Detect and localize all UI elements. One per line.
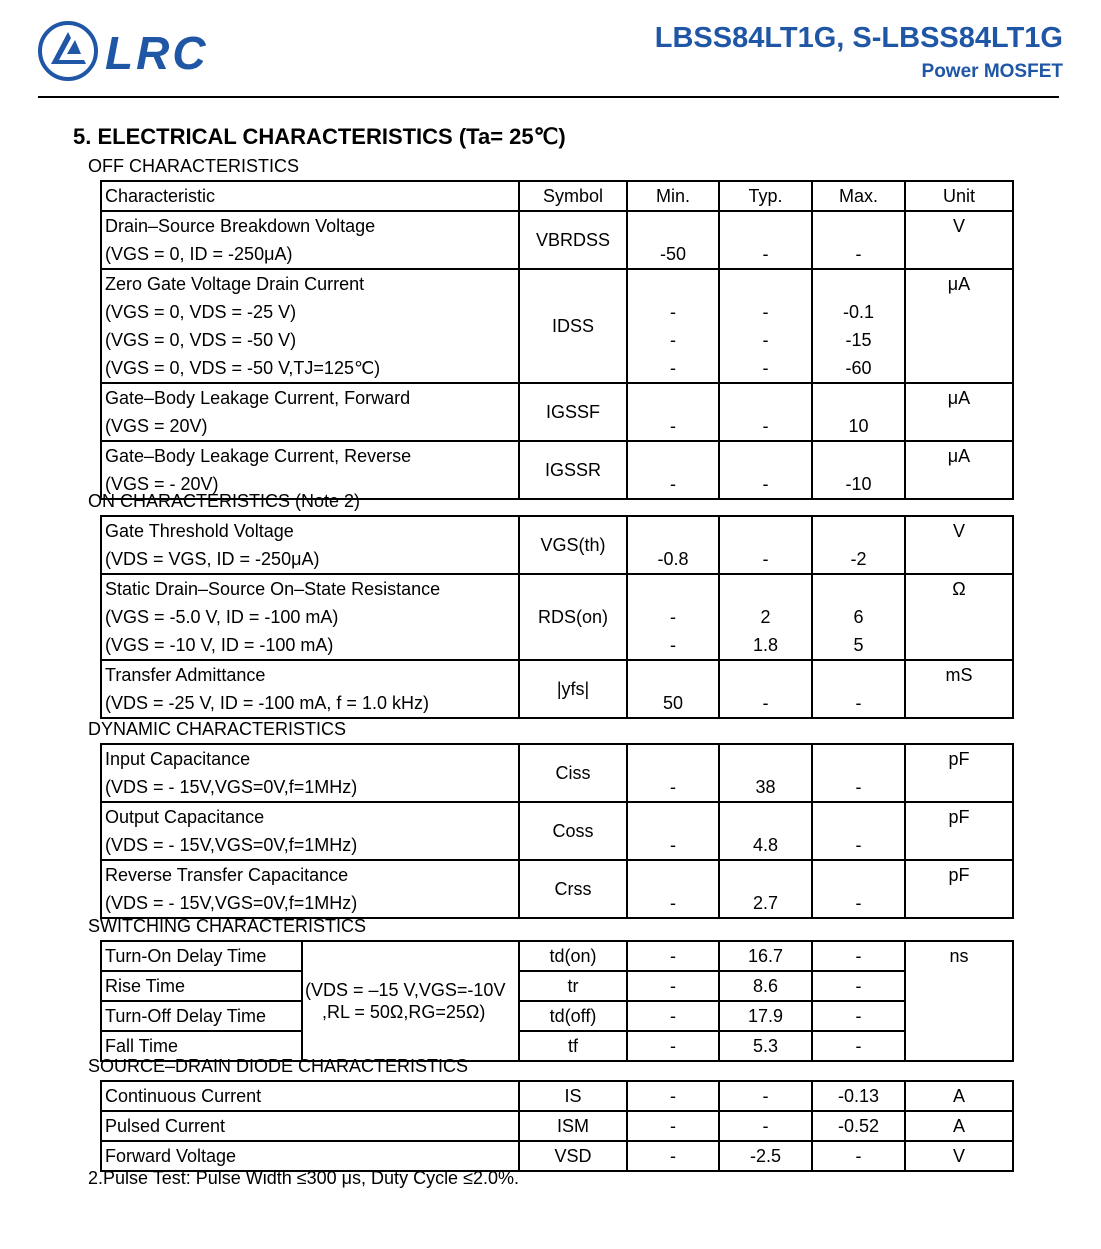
symbol-cell: VSD: [519, 1141, 627, 1171]
max-cell: -: [812, 941, 905, 971]
lrc-emblem-icon: [37, 20, 99, 82]
typ-cell: [719, 269, 812, 383]
characteristic-line: (VGS = -5.0 V, ID = -100 mA): [105, 607, 339, 627]
characteristic-cell: Continuous Current: [101, 1081, 519, 1111]
characteristic-cell: [101, 516, 519, 574]
on-characteristics-table: [100, 515, 1014, 719]
characteristic-cell: [101, 802, 519, 860]
characteristic-line: Zero Gate Voltage Drain Current: [105, 274, 365, 294]
unit-cell: A: [905, 1111, 1013, 1141]
table-row: [101, 860, 1013, 918]
typ-cell: [719, 441, 812, 499]
unit-cell: ns: [905, 941, 1013, 1061]
unit-cell: μA: [905, 383, 1013, 441]
min-cell: -: [627, 1081, 719, 1111]
characteristic-cell: [101, 660, 519, 718]
typ-cell: -: [719, 1081, 812, 1111]
symbol-cell: tf: [519, 1031, 627, 1061]
min-cell: [627, 211, 719, 269]
symbol-cell: IDSS: [519, 269, 627, 383]
unit-cell: Ω: [905, 574, 1013, 660]
characteristic-line: (VGS = 20V): [105, 416, 208, 436]
typ-cell: [719, 211, 812, 269]
symbol-cell: Crss: [519, 860, 627, 918]
table-row: [101, 516, 1013, 574]
max-value: 5: [853, 635, 864, 655]
min-value: -: [670, 777, 676, 797]
min-cell: [627, 441, 719, 499]
symbol-cell: VGS(th): [519, 516, 627, 574]
dynamic-characteristics-table: [100, 743, 1014, 919]
min-value: -: [670, 302, 676, 322]
table-row: [101, 660, 1013, 718]
typ-cell: -: [719, 1111, 812, 1141]
typ-value: -: [762, 549, 769, 569]
max-value: -10: [845, 474, 872, 494]
min-cell: -: [627, 1031, 719, 1061]
max-value: -2: [850, 549, 867, 569]
switching-characteristics-table: [100, 940, 1014, 1062]
footnote: 2.Pulse Test: Pulse Width ≤300 μs, Duty Cycle ≤2.0%.: [88, 1168, 519, 1188]
characteristic-cell: Forward Voltage: [101, 1141, 519, 1171]
max-cell: [812, 802, 905, 860]
col-symbol: Symbol: [519, 181, 627, 211]
characteristic-line: Static Drain–Source On–State Resistance: [105, 579, 441, 599]
min-cell: [627, 860, 719, 918]
typ-cell: [719, 574, 812, 660]
typ-cell: [719, 744, 812, 802]
unit-cell: pF: [905, 860, 1013, 918]
symbol-cell: VBRDSS: [519, 211, 627, 269]
unit-cell: V: [905, 516, 1013, 574]
typ-cell: 5.3: [719, 1031, 812, 1061]
min-cell: -: [627, 1001, 719, 1031]
max-value: -: [855, 777, 862, 797]
table-row: [101, 574, 1013, 660]
col-min: Min.: [627, 181, 719, 211]
typ-cell: [719, 660, 812, 718]
symbol-cell: IGSSR: [519, 441, 627, 499]
max-cell: [812, 269, 905, 383]
col-characteristic: Characteristic: [101, 181, 519, 211]
symbol-cell: RDS(on): [519, 574, 627, 660]
typ-value: -: [762, 244, 769, 264]
test-condition-line: (VDS = –15 V,VGS=-10V: [305, 980, 506, 1000]
max-value: -: [855, 244, 862, 264]
typ-value: 2: [760, 607, 771, 627]
max-value: -0.1: [842, 302, 875, 322]
switching-characteristics-title: SWITCHING CHARACTERISTICS: [88, 916, 367, 936]
typ-cell: [719, 802, 812, 860]
max-cell: [812, 211, 905, 269]
max-cell: -0.52: [812, 1111, 905, 1141]
typ-value: -: [762, 474, 769, 494]
max-value: -: [855, 693, 862, 713]
min-cell: [627, 516, 719, 574]
table-row: [101, 1111, 1013, 1141]
diode-characteristics-table: [100, 1080, 1014, 1172]
characteristic-line: (VDS = - 15V,VGS=0V,f=1MHz): [105, 777, 358, 797]
characteristic-line: Gate Threshold Voltage: [105, 521, 294, 541]
min-value: -: [670, 474, 676, 494]
characteristic-cell: Pulsed Current: [101, 1111, 519, 1141]
unit-cell: pF: [905, 802, 1013, 860]
typ-cell: [719, 860, 812, 918]
symbol-cell: ISM: [519, 1111, 627, 1141]
min-value: -: [670, 358, 676, 378]
on-characteristics-title: ON CHARACTERISTICS (Note 2): [88, 491, 361, 511]
characteristic-line: (VGS = - 20V): [105, 474, 219, 494]
test-condition-line: ,RL = 50Ω,RG=25Ω): [322, 1002, 486, 1022]
characteristic-line: Input Capacitance: [105, 749, 251, 769]
symbol-cell: IS: [519, 1081, 627, 1111]
table-row: [101, 744, 1013, 802]
max-cell: [812, 574, 905, 660]
typ-value: 4.8: [752, 835, 779, 855]
characteristic-cell: [101, 744, 519, 802]
device-type: Power MOSFET: [921, 61, 1063, 82]
symbol-cell: |yfs|: [519, 660, 627, 718]
logo-text: LRC: [105, 27, 209, 79]
characteristic-line: (VGS = 0, VDS = -25 V): [105, 302, 297, 322]
min-cell: -: [627, 971, 719, 1001]
symbol-cell: tr: [519, 971, 627, 1001]
part-numbers: LBSS84LT1G, S-LBSS84LT1G: [654, 22, 1063, 54]
col-unit: Unit: [905, 181, 1013, 211]
typ-cell: -2.5: [719, 1141, 812, 1171]
max-cell: [812, 860, 905, 918]
unit-cell: V: [905, 211, 1013, 269]
characteristic-line: Gate–Body Leakage Current, Reverse: [105, 446, 412, 466]
min-value: -0.8: [657, 549, 689, 569]
table-row: [101, 383, 1013, 441]
table-row: [101, 269, 1013, 383]
symbol-cell: Ciss: [519, 744, 627, 802]
characteristic-cell: [101, 269, 519, 383]
min-cell: -: [627, 1141, 719, 1171]
unit-cell: μA: [905, 441, 1013, 499]
max-cell: [812, 516, 905, 574]
min-cell: -: [627, 1111, 719, 1141]
typ-value: 2.7: [752, 893, 779, 913]
max-value: 10: [848, 416, 869, 436]
min-value: -: [670, 416, 676, 436]
diode-characteristics-title: SOURCE–DRAIN DIODE CHARACTERISTICS: [88, 1056, 469, 1076]
unit-cell: mS: [905, 660, 1013, 718]
characteristic-cell: Turn-Off Delay Time: [101, 1001, 302, 1031]
max-cell: [812, 744, 905, 802]
min-cell: -: [627, 941, 719, 971]
min-cell: [627, 269, 719, 383]
characteristic-cell: Fall Time: [101, 1031, 302, 1061]
characteristic-line: (VDS = - 15V,VGS=0V,f=1MHz): [105, 893, 358, 913]
characteristic-cell: [101, 383, 519, 441]
table-row: [101, 1141, 1013, 1171]
min-value: 50: [662, 693, 684, 713]
min-value: -: [670, 893, 676, 913]
min-value: -: [670, 835, 676, 855]
max-cell: -0.13: [812, 1081, 905, 1111]
typ-value: -: [762, 302, 769, 322]
typ-cell: 8.6: [719, 971, 812, 1001]
min-value: -50: [659, 244, 686, 264]
min-cell: [627, 660, 719, 718]
characteristic-cell: [101, 860, 519, 918]
typ-value: -: [762, 330, 769, 350]
characteristic-line: Transfer Admittance: [105, 665, 266, 685]
dynamic-characteristics-title: DYNAMIC CHARACTERISTICS: [88, 719, 347, 739]
typ-cell: [719, 516, 812, 574]
typ-value: 38: [755, 777, 776, 797]
col-max: Max.: [812, 181, 905, 211]
col-typ: Typ.: [719, 181, 812, 211]
min-value: -: [670, 607, 676, 627]
max-value: -60: [845, 358, 872, 378]
symbol-cell: td(off): [519, 1001, 627, 1031]
min-cell: [627, 802, 719, 860]
table-row: [101, 1001, 1013, 1031]
max-cell: [812, 660, 905, 718]
typ-cell: 16.7: [719, 941, 812, 971]
max-cell: -: [812, 971, 905, 1001]
characteristic-line: (VGS = 0, VDS = -50 V,TJ=125℃): [105, 358, 381, 378]
characteristic-line: Output Capacitance: [105, 807, 265, 827]
min-value: -: [670, 330, 676, 350]
max-value: 6: [853, 607, 864, 627]
max-value: -15: [845, 330, 872, 350]
company-logo: [37, 20, 237, 86]
table-row: [101, 971, 1013, 1001]
typ-value: -: [762, 416, 769, 436]
table-row: [101, 802, 1013, 860]
symbol-cell: IGSSF: [519, 383, 627, 441]
off-characteristics-title: OFF CHARACTERISTICS: [88, 156, 300, 176]
symbol-cell: Coss: [519, 802, 627, 860]
max-cell: -: [812, 1031, 905, 1061]
table-row: [101, 941, 1013, 971]
unit-cell: pF: [905, 744, 1013, 802]
typ-value: -: [762, 693, 769, 713]
characteristic-line: (VDS = -25 V, ID = -100 mA, f = 1.0 kHz): [105, 693, 429, 713]
min-value: -: [670, 635, 676, 655]
table-header-row: [101, 181, 1013, 211]
characteristic-line: (VDS = - 15V,VGS=0V,f=1MHz): [105, 835, 358, 855]
characteristic-line: Reverse Transfer Capacitance: [105, 865, 349, 885]
max-value: -: [855, 835, 862, 855]
header-divider: [38, 96, 1059, 98]
typ-cell: 17.9: [719, 1001, 812, 1031]
characteristic-cell: Rise Time: [101, 971, 302, 1001]
max-cell: [812, 383, 905, 441]
min-cell: [627, 744, 719, 802]
min-cell: [627, 574, 719, 660]
characteristic-line: Drain–Source Breakdown Voltage: [105, 216, 376, 236]
characteristic-line: Gate–Body Leakage Current, Forward: [105, 388, 411, 408]
characteristic-line: (VGS = 0, ID = -250μA): [105, 244, 293, 264]
characteristic-cell: Turn-On Delay Time: [101, 941, 302, 971]
section-title: 5. ELECTRICAL CHARACTERISTICS (Ta= 25℃): [73, 124, 566, 149]
table-row: [101, 1081, 1013, 1111]
unit-cell: A: [905, 1081, 1013, 1111]
min-cell: [627, 383, 719, 441]
characteristic-line: (VGS = -10 V, ID = -100 mA): [105, 635, 334, 655]
off-characteristics-table: [100, 180, 1014, 500]
typ-value: -: [762, 358, 769, 378]
characteristic-cell: [101, 211, 519, 269]
typ-cell: [719, 383, 812, 441]
characteristic-line: (VGS = 0, VDS = -50 V): [105, 330, 297, 350]
unit-cell: μA: [905, 269, 1013, 383]
table-row: [101, 211, 1013, 269]
typ-value: 1.8: [752, 635, 779, 655]
max-cell: -: [812, 1001, 905, 1031]
unit-cell: V: [905, 1141, 1013, 1171]
symbol-cell: td(on): [519, 941, 627, 971]
max-cell: [812, 441, 905, 499]
characteristic-cell: [101, 574, 519, 660]
characteristic-line: (VDS = VGS, ID = -250μA): [105, 549, 320, 569]
max-value: -: [855, 893, 862, 913]
test-condition-cell: [302, 941, 519, 1061]
max-cell: -: [812, 1141, 905, 1171]
